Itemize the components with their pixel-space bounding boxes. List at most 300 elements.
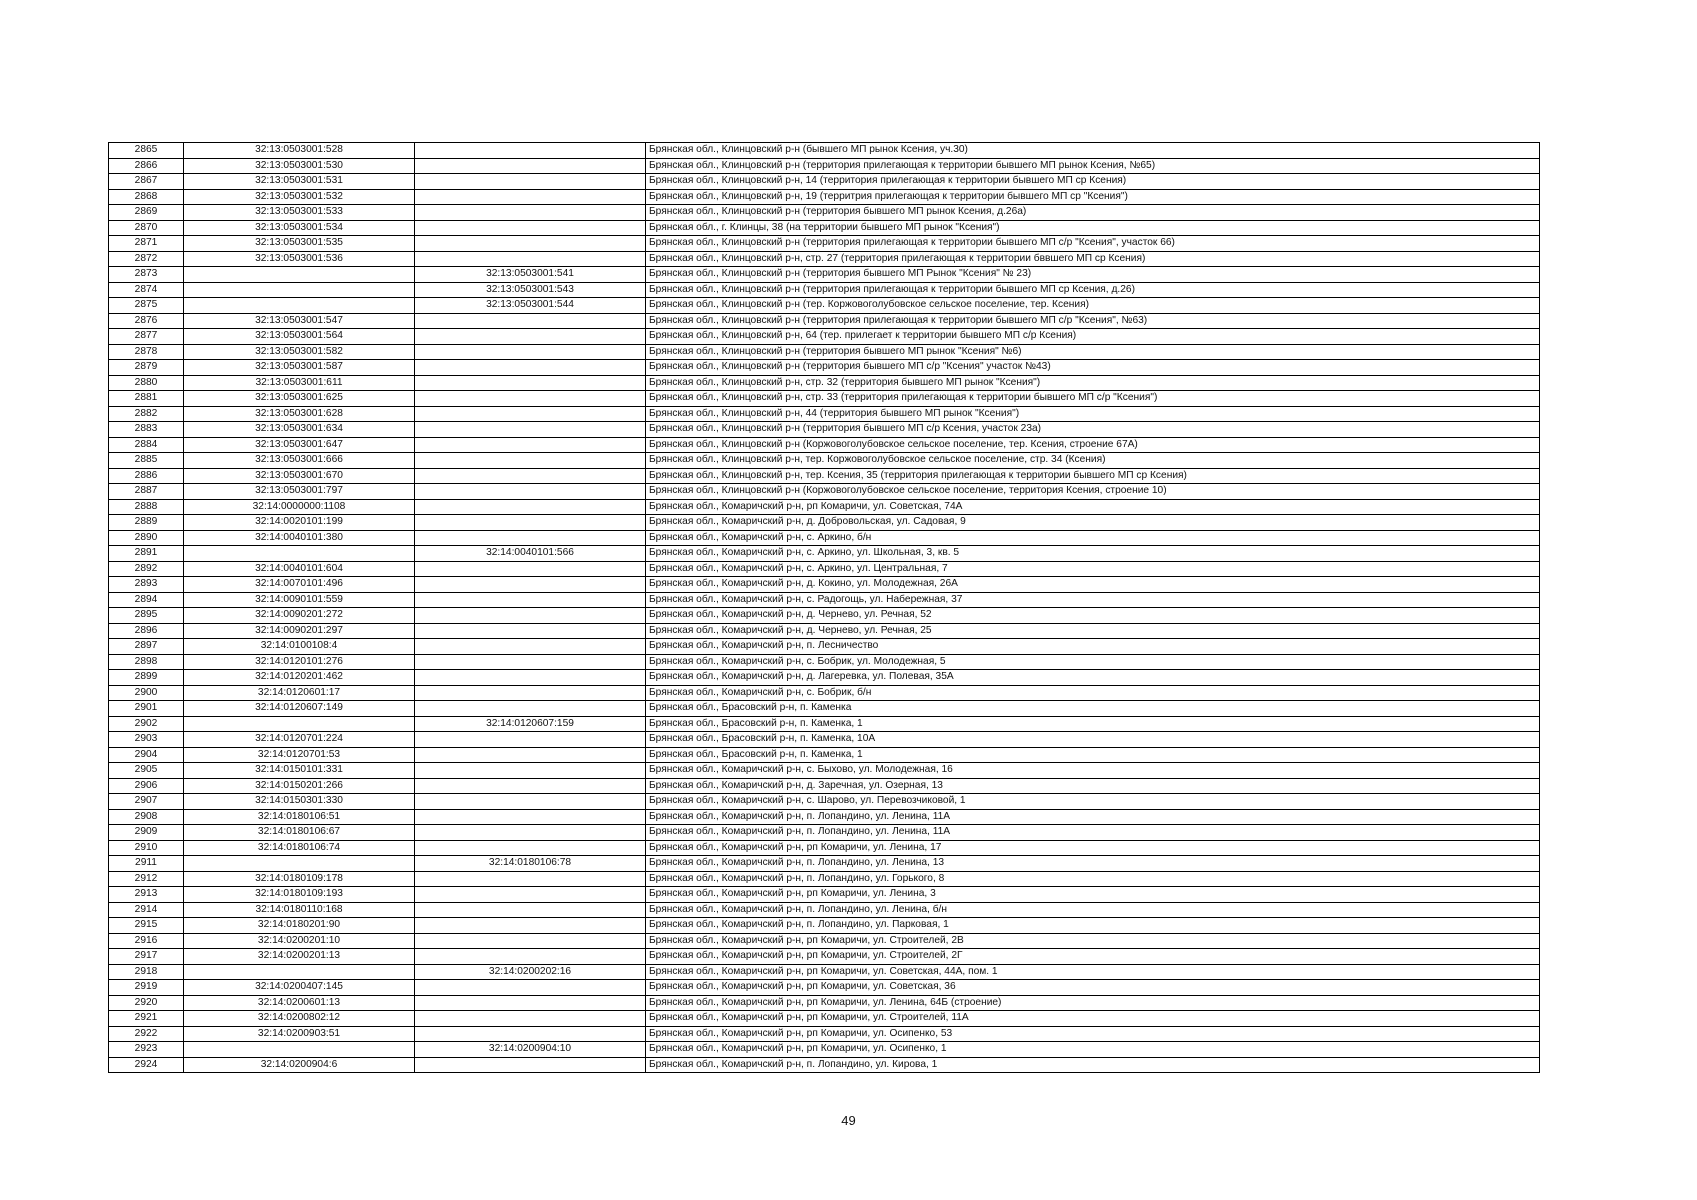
table-row [109, 499, 1540, 515]
row-number-cell: 2916 [109, 933, 184, 949]
cadastral-number-cell: 32:14:0120601:17 [184, 685, 415, 701]
cadastral-number-alt-cell [415, 639, 646, 655]
row-number-cell: 2868 [109, 189, 184, 205]
cadastral-number-alt-cell: 32:14:0180106:78 [415, 856, 646, 872]
row-number-cell: 2900 [109, 685, 184, 701]
table-row [109, 871, 1540, 887]
cadastral-number-cell: 32:14:0150101:331 [184, 763, 415, 779]
table-row [109, 763, 1540, 779]
table-row [109, 530, 1540, 546]
address-cell: Брянская обл., Комаричский р-н, п. Лопандино, ул. Ленина, 11А [646, 825, 1540, 841]
row-number-cell: 2899 [109, 670, 184, 686]
cadastral-number-alt-cell [415, 422, 646, 438]
address-cell: Брянская обл., Комаричский р-н, д. Заречная, ул. Озерная, 13 [646, 778, 1540, 794]
table-row [109, 1011, 1540, 1027]
cadastral-number-cell: 32:14:0120607:149 [184, 701, 415, 717]
address-cell: Брянская обл., Комаричский р-н, рп Комаричи, ул. Ленина, 64Б (строение) [646, 995, 1540, 1011]
cadastral-number-cell: 32:13:0503001:582 [184, 344, 415, 360]
address-cell: Брянская обл., Клинцовский р-н, 64 (тер. прилегает к территории бывшего МП с/р Ксения) [646, 329, 1540, 345]
address-cell: Брянская обл., Клинцовский р-н (территория бывшего МП рынок Ксения, д.26а) [646, 205, 1540, 221]
table-row [109, 778, 1540, 794]
cadastral-number-alt-cell [415, 158, 646, 174]
cadastral-number-cell: 32:14:0120701:224 [184, 732, 415, 748]
row-number-cell: 2873 [109, 267, 184, 283]
cadastral-number-alt-cell [415, 468, 646, 484]
address-cell: Брянская обл., Брасовский р-н, п. Каменка, 10А [646, 732, 1540, 748]
row-number-cell: 2867 [109, 174, 184, 190]
address-cell: Брянская обл., Комаричский р-н, рп Комаричи, ул. Осипенко, 1 [646, 1042, 1540, 1058]
row-number-cell: 2924 [109, 1057, 184, 1073]
cadastral-number-cell: 32:14:0200802:12 [184, 1011, 415, 1027]
property-registry-table [108, 142, 1540, 1073]
cadastral-number-alt-cell [415, 251, 646, 267]
table-row [109, 220, 1540, 236]
table-row [109, 143, 1540, 159]
cadastral-number-alt-cell: 32:14:0040101:566 [415, 546, 646, 562]
row-number-cell: 2903 [109, 732, 184, 748]
address-cell: Брянская обл., Комаричский р-н, п. Лопандино, ул. Горького, 8 [646, 871, 1540, 887]
table-row [109, 515, 1540, 531]
table-row [109, 794, 1540, 810]
cadastral-number-alt-cell [415, 902, 646, 918]
page-number: 49 [841, 1113, 856, 1128]
cadastral-number-alt-cell [415, 840, 646, 856]
table-row [109, 546, 1540, 562]
table-row [109, 422, 1540, 438]
row-number-cell: 2870 [109, 220, 184, 236]
row-number-cell: 2907 [109, 794, 184, 810]
address-cell: Брянская обл., Клинцовский р-н (Коржовоголубовское сельское поселение, территория Ксения, строение 10) [646, 484, 1540, 500]
cadastral-number-cell: 32:14:0200601:13 [184, 995, 415, 1011]
address-cell: Брянская обл., Комаричский р-н, с. Аркино, ул. Центральная, 7 [646, 561, 1540, 577]
address-cell: Брянская обл., Комаричский р-н, с. Аркино, б/н [646, 530, 1540, 546]
cadastral-number-alt-cell: 32:14:0120607:159 [415, 716, 646, 732]
address-cell: Брянская обл., Брасовский р-н, п. Каменка, 1 [646, 716, 1540, 732]
cadastral-number-cell [184, 298, 415, 314]
address-cell: Брянская обл., Комаричский р-н, рп Комаричи, ул. Осипенко, 53 [646, 1026, 1540, 1042]
row-number-cell: 2892 [109, 561, 184, 577]
cadastral-number-cell: 32:14:0120701:53 [184, 747, 415, 763]
cadastral-number-cell: 32:13:0503001:634 [184, 422, 415, 438]
address-cell: Брянская обл., Комаричский р-н, с. Бобрик, б/н [646, 685, 1540, 701]
table-row [109, 282, 1540, 298]
table-row [109, 251, 1540, 267]
cadastral-number-alt-cell [415, 437, 646, 453]
cadastral-number-cell: 32:14:0090101:559 [184, 592, 415, 608]
address-cell: Брянская обл., Комаричский р-н, п. Лесничество [646, 639, 1540, 655]
row-number-cell: 2915 [109, 918, 184, 934]
table-row [109, 189, 1540, 205]
cadastral-number-cell [184, 282, 415, 298]
cadastral-number-alt-cell [415, 515, 646, 531]
row-number-cell: 2869 [109, 205, 184, 221]
address-cell: Брянская обл., Комаричский р-н, д. Чернево, ул. Речная, 52 [646, 608, 1540, 624]
address-cell: Брянская обл., Комаричский р-н, рп Комаричи, ул. Ленина, 3 [646, 887, 1540, 903]
row-number-cell: 2911 [109, 856, 184, 872]
table-row [109, 406, 1540, 422]
table-row [109, 840, 1540, 856]
cadastral-number-cell: 32:14:0040101:604 [184, 561, 415, 577]
cadastral-number-alt-cell [415, 995, 646, 1011]
address-cell: Брянская обл., Комаричский р-н, с. Быхово, ул. Молодежная, 16 [646, 763, 1540, 779]
table-row [109, 825, 1540, 841]
row-number-cell: 2882 [109, 406, 184, 422]
address-cell: Брянская обл., Клинцовский р-н, стр. 27 (территория прилегающая к территории бввшего МП ср Ксения) [646, 251, 1540, 267]
cadastral-number-cell: 32:14:0090201:272 [184, 608, 415, 624]
address-cell: Брянская обл., Клинцовский р-н (территория бывшего МП Рынок "Ксения" № 23) [646, 267, 1540, 283]
row-number-cell: 2921 [109, 1011, 184, 1027]
address-cell: Брянская обл., Комаричский р-н, рп Комаричи, ул. Ленина, 17 [646, 840, 1540, 856]
cadastral-number-cell [184, 1042, 415, 1058]
row-number-cell: 2874 [109, 282, 184, 298]
table-row [109, 236, 1540, 252]
cadastral-number-cell: 32:14:0100108:4 [184, 639, 415, 655]
address-cell: Брянская обл., Комаричский р-н, п. Лопандино, ул. Ленина, 11А [646, 809, 1540, 825]
address-cell: Брянская обл., Комаричский р-н, рп Комаричи, ул. Советская, 74А [646, 499, 1540, 515]
address-cell: Брянская обл., Брасовский р-н, п. Каменка, 1 [646, 747, 1540, 763]
row-number-cell: 2881 [109, 391, 184, 407]
table-row [109, 980, 1540, 996]
address-cell: Брянская обл., Комаричский р-н, д. Добровольская, ул. Садовая, 9 [646, 515, 1540, 531]
cadastral-number-alt-cell [415, 499, 646, 515]
address-cell: Брянская обл., Комаричский р-н, рп Комаричи, ул. Строителей, 11А [646, 1011, 1540, 1027]
row-number-cell: 2898 [109, 654, 184, 670]
table-row [109, 344, 1540, 360]
table-row [109, 995, 1540, 1011]
cadastral-number-cell: 32:14:0200903:51 [184, 1026, 415, 1042]
row-number-cell: 2889 [109, 515, 184, 531]
cadastral-number-cell: 32:14:0200201:13 [184, 949, 415, 965]
cadastral-number-cell: 32:13:0503001:611 [184, 375, 415, 391]
table-row [109, 158, 1540, 174]
row-number-cell: 2879 [109, 360, 184, 376]
table-row [109, 592, 1540, 608]
cadastral-number-alt-cell [415, 1011, 646, 1027]
registry-table-body [109, 143, 1540, 1073]
cadastral-number-alt-cell [415, 484, 646, 500]
cadastral-number-cell: 32:14:0180106:51 [184, 809, 415, 825]
cadastral-number-cell: 32:13:0503001:528 [184, 143, 415, 159]
cadastral-number-alt-cell [415, 453, 646, 469]
cadastral-number-cell: 32:13:0503001:533 [184, 205, 415, 221]
cadastral-number-alt-cell: 32:13:0503001:544 [415, 298, 646, 314]
cadastral-number-alt-cell: 32:13:0503001:541 [415, 267, 646, 283]
table-row [109, 298, 1540, 314]
table-row [109, 375, 1540, 391]
address-cell: Брянская обл., Комаричский р-н, с. Радогощь, ул. Набережная, 37 [646, 592, 1540, 608]
address-cell: Брянская обл., Клинцовский р-н (территория бывшего МП с/р "Ксения" участок №43) [646, 360, 1540, 376]
row-number-cell: 2884 [109, 437, 184, 453]
address-cell: Брянская обл., Клинцовский р-н (тер. Коржовоголубовское сельское поселение, тер. Ксения) [646, 298, 1540, 314]
table-row [109, 391, 1540, 407]
address-cell: Брянская обл., Клинцовский р-н, 44 (территория бывшего МП рынок "Ксения") [646, 406, 1540, 422]
cadastral-number-alt-cell [415, 809, 646, 825]
cadastral-number-cell: 32:13:0503001:666 [184, 453, 415, 469]
address-cell: Брянская обл., Клинцовский р-н (территория прилегающая к территории бывшего МП рынок Ксения, №65) [646, 158, 1540, 174]
cadastral-number-cell [184, 716, 415, 732]
cadastral-number-alt-cell [415, 825, 646, 841]
row-number-cell: 2871 [109, 236, 184, 252]
cadastral-number-cell: 32:14:0180109:193 [184, 887, 415, 903]
address-cell: Брянская обл., Комаричский р-н, рп Комаричи, ул. Советская, 44А, пом. 1 [646, 964, 1540, 980]
address-cell: Брянская обл., Комаричский р-н, рп Комаричи, ул. Советская, 36 [646, 980, 1540, 996]
table-row [109, 670, 1540, 686]
address-cell: Брянская обл., Клинцовский р-н (бывшего МП рынок Ксения, уч.30) [646, 143, 1540, 159]
table-row [109, 716, 1540, 732]
cadastral-number-alt-cell [415, 236, 646, 252]
address-cell: Брянская обл., Комаричский р-н, д. Чернево, ул. Речная, 25 [646, 623, 1540, 639]
cadastral-number-cell: 32:14:0180106:74 [184, 840, 415, 856]
table-row [109, 623, 1540, 639]
table-row [109, 329, 1540, 345]
row-number-cell: 2877 [109, 329, 184, 345]
cadastral-number-alt-cell [415, 205, 646, 221]
row-number-cell: 2914 [109, 902, 184, 918]
address-cell: Брянская обл., Комаричский р-н, п. Лопандино, ул. Парковая, 1 [646, 918, 1540, 934]
cadastral-number-alt-cell [415, 360, 646, 376]
row-number-cell: 2866 [109, 158, 184, 174]
row-number-cell: 2878 [109, 344, 184, 360]
cadastral-number-cell: 32:14:0200407:145 [184, 980, 415, 996]
cadastral-number-alt-cell [415, 623, 646, 639]
cadastral-number-alt-cell [415, 391, 646, 407]
table-row [109, 174, 1540, 190]
cadastral-number-cell: 32:14:0120101:276 [184, 654, 415, 670]
row-number-cell: 2888 [109, 499, 184, 515]
address-cell: Брянская обл., Клинцовский р-н, тер. Коржовоголубовское сельское поселение, стр. 34 (Ксения) [646, 453, 1540, 469]
table-row [109, 608, 1540, 624]
cadastral-number-alt-cell: 32:14:0200904:10 [415, 1042, 646, 1058]
row-number-cell: 2904 [109, 747, 184, 763]
cadastral-number-alt-cell [415, 174, 646, 190]
cadastral-number-cell: 32:13:0503001:797 [184, 484, 415, 500]
cadastral-number-alt-cell [415, 778, 646, 794]
address-cell: Брянская обл., Комаричский р-н, д. Лагеревка, ул. Полевая, 35А [646, 670, 1540, 686]
cadastral-number-alt-cell [415, 949, 646, 965]
cadastral-number-cell [184, 964, 415, 980]
cadastral-number-cell: 32:14:0180110:168 [184, 902, 415, 918]
table-row [109, 654, 1540, 670]
table-row [109, 453, 1540, 469]
table-row [109, 809, 1540, 825]
cadastral-number-cell: 32:14:0200201:10 [184, 933, 415, 949]
cadastral-number-cell: 32:13:0503001:532 [184, 189, 415, 205]
table-row [109, 701, 1540, 717]
table-row [109, 732, 1540, 748]
table-row [109, 1057, 1540, 1073]
row-number-cell: 2922 [109, 1026, 184, 1042]
row-number-cell: 2919 [109, 980, 184, 996]
address-cell: Брянская обл., Клинцовский р-н (территория прилегающая к территории бывшего МП с/р "Ксения", №63) [646, 313, 1540, 329]
cadastral-number-alt-cell [415, 871, 646, 887]
row-number-cell: 2875 [109, 298, 184, 314]
cadastral-number-alt-cell [415, 344, 646, 360]
address-cell: Брянская обл., Комаричский р-н, рп Комаричи, ул. Строителей, 2Г [646, 949, 1540, 965]
cadastral-number-cell [184, 546, 415, 562]
address-cell: Брянская обл., Комаричский р-н, с. Аркино, ул. Школьная, 3, кв. 5 [646, 546, 1540, 562]
table-row [109, 437, 1540, 453]
cadastral-number-cell: 32:13:0503001:530 [184, 158, 415, 174]
row-number-cell: 2910 [109, 840, 184, 856]
table-row [109, 902, 1540, 918]
cadastral-number-cell: 32:13:0503001:536 [184, 251, 415, 267]
cadastral-number-alt-cell [415, 406, 646, 422]
cadastral-number-alt-cell [415, 1057, 646, 1073]
row-number-cell: 2872 [109, 251, 184, 267]
row-number-cell: 2920 [109, 995, 184, 1011]
table-row [109, 360, 1540, 376]
address-cell: Брянская обл., Клинцовский р-н (территория прилегающая к территории бывшего МП с/р "Ксения", участок 66) [646, 236, 1540, 252]
row-number-cell: 2905 [109, 763, 184, 779]
address-cell: Брянская обл., Клинцовский р-н (территория бывшего МП рынок "Ксения" №6) [646, 344, 1540, 360]
row-number-cell: 2891 [109, 546, 184, 562]
row-number-cell: 2917 [109, 949, 184, 965]
cadastral-number-alt-cell: 32:14:0200202:16 [415, 964, 646, 980]
row-number-cell: 2906 [109, 778, 184, 794]
table-row [109, 918, 1540, 934]
row-number-cell: 2890 [109, 530, 184, 546]
cadastral-number-cell: 32:14:0000000:1108 [184, 499, 415, 515]
cadastral-number-alt-cell [415, 561, 646, 577]
address-cell: Брянская обл., Комаричский р-н, рп Комаричи, ул. Строителей, 2В [646, 933, 1540, 949]
cadastral-number-cell [184, 856, 415, 872]
table-row [109, 577, 1540, 593]
table-row [109, 313, 1540, 329]
row-number-cell: 2901 [109, 701, 184, 717]
cadastral-number-cell: 32:13:0503001:531 [184, 174, 415, 190]
table-row [109, 1042, 1540, 1058]
row-number-cell: 2887 [109, 484, 184, 500]
cadastral-number-cell: 32:14:0200904:6 [184, 1057, 415, 1073]
row-number-cell: 2912 [109, 871, 184, 887]
cadastral-number-cell: 32:14:0150301:330 [184, 794, 415, 810]
cadastral-number-alt-cell [415, 980, 646, 996]
cadastral-number-alt-cell [415, 592, 646, 608]
cadastral-number-cell [184, 267, 415, 283]
cadastral-number-alt-cell [415, 918, 646, 934]
cadastral-number-cell: 32:13:0503001:628 [184, 406, 415, 422]
row-number-cell: 2876 [109, 313, 184, 329]
table-row [109, 468, 1540, 484]
address-cell: Брянская обл., Клинцовский р-н, стр. 32 (территория бывшего МП рынок "Ксения") [646, 375, 1540, 391]
cadastral-number-cell: 32:14:0120201:462 [184, 670, 415, 686]
address-cell: Брянская обл., Комаричский р-н, с. Бобрик, ул. Молодежная, 5 [646, 654, 1540, 670]
cadastral-number-cell: 32:13:0503001:587 [184, 360, 415, 376]
cadastral-number-cell: 32:13:0503001:547 [184, 313, 415, 329]
row-number-cell: 2893 [109, 577, 184, 593]
row-number-cell: 2896 [109, 623, 184, 639]
address-cell: Брянская обл., Брасовский р-н, п. Каменка [646, 701, 1540, 717]
address-cell: Брянская обл., Комаричский р-н, д. Кокино, ул. Молодежная, 26А [646, 577, 1540, 593]
address-cell: Брянская обл., Клинцовский р-н (территория бывшего МП с/р Ксения, участок 23а) [646, 422, 1540, 438]
row-number-cell: 2918 [109, 964, 184, 980]
address-cell: Брянская обл., Комаричский р-н, п. Лопандино, ул. Ленина, 13 [646, 856, 1540, 872]
row-number-cell: 2923 [109, 1042, 184, 1058]
cadastral-number-alt-cell [415, 375, 646, 391]
cadastral-number-alt-cell [415, 220, 646, 236]
cadastral-number-cell: 32:14:0040101:380 [184, 530, 415, 546]
cadastral-number-cell: 32:13:0503001:625 [184, 391, 415, 407]
table-row [109, 887, 1540, 903]
table-row [109, 561, 1540, 577]
cadastral-number-cell: 32:14:0070101:496 [184, 577, 415, 593]
cadastral-number-alt-cell: 32:13:0503001:543 [415, 282, 646, 298]
cadastral-number-cell: 32:13:0503001:647 [184, 437, 415, 453]
row-number-cell: 2886 [109, 468, 184, 484]
cadastral-number-cell: 32:14:0020101:199 [184, 515, 415, 531]
table-row [109, 933, 1540, 949]
table-row [109, 685, 1540, 701]
row-number-cell: 2865 [109, 143, 184, 159]
row-number-cell: 2895 [109, 608, 184, 624]
cadastral-number-cell: 32:13:0503001:534 [184, 220, 415, 236]
table-row [109, 639, 1540, 655]
table-row [109, 747, 1540, 763]
row-number-cell: 2897 [109, 639, 184, 655]
row-number-cell: 2885 [109, 453, 184, 469]
address-cell: Брянская обл., Комаричский р-н, с. Шарово, ул. Перевозчиковой, 1 [646, 794, 1540, 810]
cadastral-number-alt-cell [415, 1026, 646, 1042]
cadastral-number-cell: 32:13:0503001:670 [184, 468, 415, 484]
cadastral-number-alt-cell [415, 685, 646, 701]
cadastral-number-alt-cell [415, 654, 646, 670]
address-cell: Брянская обл., Клинцовский р-н (территория прилегающая к территории бывшего МП ср Ксения, д.26) [646, 282, 1540, 298]
cadastral-number-cell: 32:14:0150201:266 [184, 778, 415, 794]
cadastral-number-alt-cell [415, 670, 646, 686]
cadastral-number-alt-cell [415, 329, 646, 345]
cadastral-number-alt-cell [415, 747, 646, 763]
cadastral-number-cell: 32:13:0503001:564 [184, 329, 415, 345]
table-row [109, 949, 1540, 965]
cadastral-number-alt-cell [415, 933, 646, 949]
cadastral-number-cell: 32:13:0503001:535 [184, 236, 415, 252]
row-number-cell: 2894 [109, 592, 184, 608]
cadastral-number-cell: 32:14:0180109:178 [184, 871, 415, 887]
table-row [109, 267, 1540, 283]
table-row [109, 964, 1540, 980]
table-row [109, 484, 1540, 500]
cadastral-number-cell: 32:14:0090201:297 [184, 623, 415, 639]
address-cell: Брянская обл., Комаричский р-н, п. Лопандино, ул. Кирова, 1 [646, 1057, 1540, 1073]
address-cell: Брянская обл., Клинцовский р-н (Коржовоголубовское сельское поселение, тер. Ксения, строение 67А) [646, 437, 1540, 453]
row-number-cell: 2908 [109, 809, 184, 825]
address-cell: Брянская обл., Комаричский р-н, п. Лопандино, ул. Ленина, б/н [646, 902, 1540, 918]
row-number-cell: 2913 [109, 887, 184, 903]
table-row [109, 856, 1540, 872]
address-cell: Брянская обл., Клинцовский р-н, 14 (территория прилегающая к территории бывшего МП ср Ксения) [646, 174, 1540, 190]
cadastral-number-alt-cell [415, 732, 646, 748]
cadastral-number-alt-cell [415, 701, 646, 717]
cadastral-number-alt-cell [415, 794, 646, 810]
row-number-cell: 2880 [109, 375, 184, 391]
cadastral-number-alt-cell [415, 313, 646, 329]
address-cell: Брянская обл., Клинцовский р-н, стр. 33 (территория прилегающая к территории бывшего МП с/р "Ксения") [646, 391, 1540, 407]
cadastral-number-alt-cell [415, 577, 646, 593]
cadastral-number-cell: 32:14:0180201:90 [184, 918, 415, 934]
row-number-cell: 2909 [109, 825, 184, 841]
cadastral-number-alt-cell [415, 887, 646, 903]
address-cell: Брянская обл., Клинцовский р-н, тер. Ксения, 35 (территория прилегающая к территории бывшего МП ср Ксения) [646, 468, 1540, 484]
row-number-cell: 2883 [109, 422, 184, 438]
cadastral-number-alt-cell [415, 763, 646, 779]
cadastral-number-alt-cell [415, 608, 646, 624]
row-number-cell: 2902 [109, 716, 184, 732]
address-cell: Брянская обл., г. Клинцы, 38 (на территории бывшего МП рынок "Ксения") [646, 220, 1540, 236]
table-row [109, 1026, 1540, 1042]
cadastral-number-alt-cell [415, 143, 646, 159]
table-row [109, 205, 1540, 221]
cadastral-number-alt-cell [415, 189, 646, 205]
